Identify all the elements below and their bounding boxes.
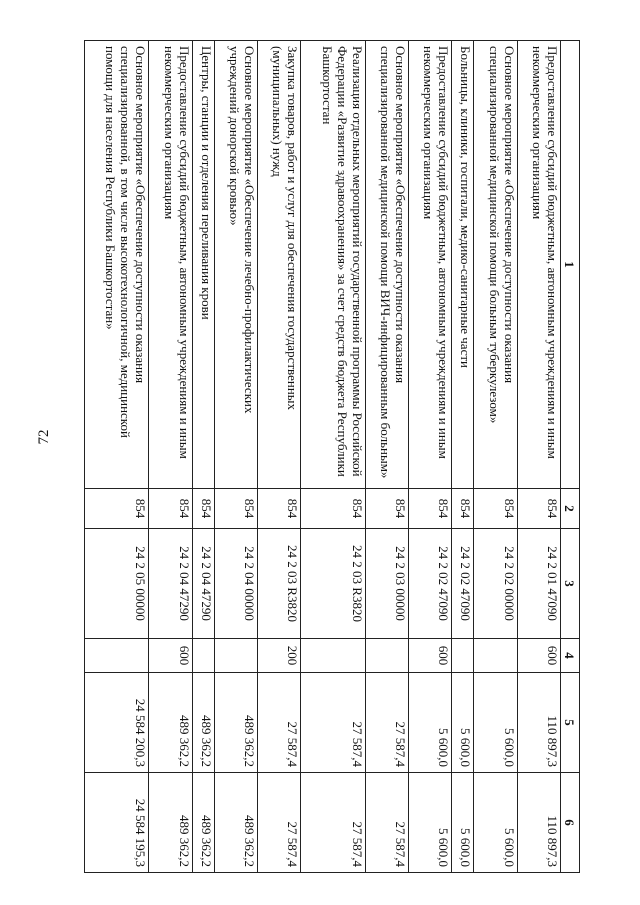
table-row [258, 41, 301, 873]
csr-cell: 24 2 05 00000 [85, 529, 149, 639]
table-row [408, 41, 451, 873]
name-cell: Предоставление субсидий бюджетным, автономным учреждениям и иным некоммерческим организациям [408, 41, 451, 489]
header-cell: 3 [561, 529, 580, 639]
ved-cell: 854 [452, 489, 474, 529]
name-cell: Реализация отдельных мероприятий государственной программы Российской Федерации «Развитие здравоохранения» за счет средств бюджета Республики Башкортостан [301, 41, 365, 489]
header-cell: 4 [561, 639, 580, 673]
vr-cell [474, 639, 517, 673]
table-row [365, 41, 408, 873]
csr-cell: 24 2 03 R3820 [301, 529, 365, 639]
vr-cell [214, 639, 257, 673]
name-cell: Предоставление субсидий бюджетным, автономным учреждениям и иным некоммерческим организациям [517, 41, 560, 489]
sum-5-cell: 27 587,4 [365, 673, 408, 773]
sum-5-cell: 27 587,4 [301, 673, 365, 773]
ved-cell: 854 [192, 489, 214, 529]
vr-cell [192, 639, 214, 673]
ved-cell: 854 [214, 489, 257, 529]
table-row [214, 41, 257, 873]
ved-cell: 854 [301, 489, 365, 529]
name-cell: Закупка товаров, работ и услуг для обеспечения государственных (муниципальных) нужд [258, 41, 301, 489]
name-cell: Центры, станции и отделения переливания крови [192, 41, 214, 489]
vr-cell: 600 [408, 639, 451, 673]
csr-cell: 24 2 02 47090 [452, 529, 474, 639]
vr-cell [452, 639, 474, 673]
header-cell: 5 [561, 673, 580, 773]
sum-6-cell: 27 587,4 [301, 773, 365, 873]
csr-cell: 24 2 01 47090 [517, 529, 560, 639]
csr-cell: 24 2 04 47290 [149, 529, 192, 639]
table-row [85, 41, 149, 873]
table-row [452, 41, 474, 873]
sum-6-cell: 489 362,2 [214, 773, 257, 873]
vr-cell: 600 [149, 639, 192, 673]
sum-6-cell: 24 584 195,3 [85, 773, 149, 873]
rotated-page-content [84, 40, 580, 872]
ved-cell: 854 [365, 489, 408, 529]
name-cell: Предоставление субсидий бюджетным, автономным учреждениям и иным некоммерческим организациям [149, 41, 192, 489]
vr-cell: 600 [517, 639, 560, 673]
ved-cell: 854 [149, 489, 192, 529]
csr-cell: 24 2 02 47090 [408, 529, 451, 639]
table-row [301, 41, 365, 873]
budget-table [84, 40, 580, 873]
sum-6-cell: 5 600,0 [408, 773, 451, 873]
sum-6-cell: 110 897,3 [517, 773, 560, 873]
sum-6-cell: 5 600,0 [474, 773, 517, 873]
sum-5-cell: 110 897,3 [517, 673, 560, 773]
csr-cell: 24 2 03 R3820 [258, 529, 301, 639]
sum-5-cell: 489 362,2 [149, 673, 192, 773]
header-cell: 6 [561, 773, 580, 873]
sum-5-cell: 27 587,4 [258, 673, 301, 773]
sum-6-cell: 489 362,2 [149, 773, 192, 873]
table-header-row [561, 41, 580, 873]
sum-6-cell: 5 600,0 [452, 773, 474, 873]
sum-6-cell: 27 587,4 [258, 773, 301, 873]
sum-5-cell: 5 600,0 [452, 673, 474, 773]
vr-cell [365, 639, 408, 673]
ved-cell: 854 [85, 489, 149, 529]
sum-5-cell: 24 584 200,3 [85, 673, 149, 773]
sum-5-cell: 489 362,2 [214, 673, 257, 773]
csr-cell: 24 2 03 00000 [365, 529, 408, 639]
header-cell: 1 [561, 41, 580, 489]
table-row [149, 41, 192, 873]
vr-cell [301, 639, 365, 673]
name-cell: Основное мероприятие «Обеспечение доступности оказания специализированной, в том числе высокотехнологичной, медицинской помощи для населения Республики Башкортостан» [85, 41, 149, 489]
name-cell: Основное мероприятие «Обеспечение доступности оказания специализированной медицинской помощи больным туберкулезом» [474, 41, 517, 489]
vr-cell [85, 639, 149, 673]
name-cell: Основное мероприятие «Обеспечение доступности оказания специализированной медицинской помощи ВИЧ-инфицированным больным» [365, 41, 408, 489]
table-row [517, 41, 560, 873]
table-row [192, 41, 214, 873]
sum-5-cell: 489 362,2 [192, 673, 214, 773]
sum-6-cell: 489 362,2 [192, 773, 214, 873]
ved-cell: 854 [517, 489, 560, 529]
sum-5-cell: 5 600,0 [474, 673, 517, 773]
csr-cell: 24 2 04 00000 [214, 529, 257, 639]
csr-cell: 24 2 02 00000 [474, 529, 517, 639]
sum-5-cell: 5 600,0 [408, 673, 451, 773]
sum-6-cell: 27 587,4 [365, 773, 408, 873]
csr-cell: 24 2 04 47290 [192, 529, 214, 639]
table-body [85, 41, 561, 873]
ved-cell: 854 [408, 489, 451, 529]
ved-cell: 854 [474, 489, 517, 529]
table-row [474, 41, 517, 873]
vr-cell: 200 [258, 639, 301, 673]
ved-cell: 854 [258, 489, 301, 529]
name-cell: Основное мероприятие «Обеспечение лечебно-профилактических учреждений донорской кровью» [214, 41, 257, 489]
header-cell: 2 [561, 489, 580, 529]
name-cell: Больницы, клиники, госпитали, медико-санитарные части [452, 41, 474, 489]
page-number: 72 [36, 429, 52, 445]
